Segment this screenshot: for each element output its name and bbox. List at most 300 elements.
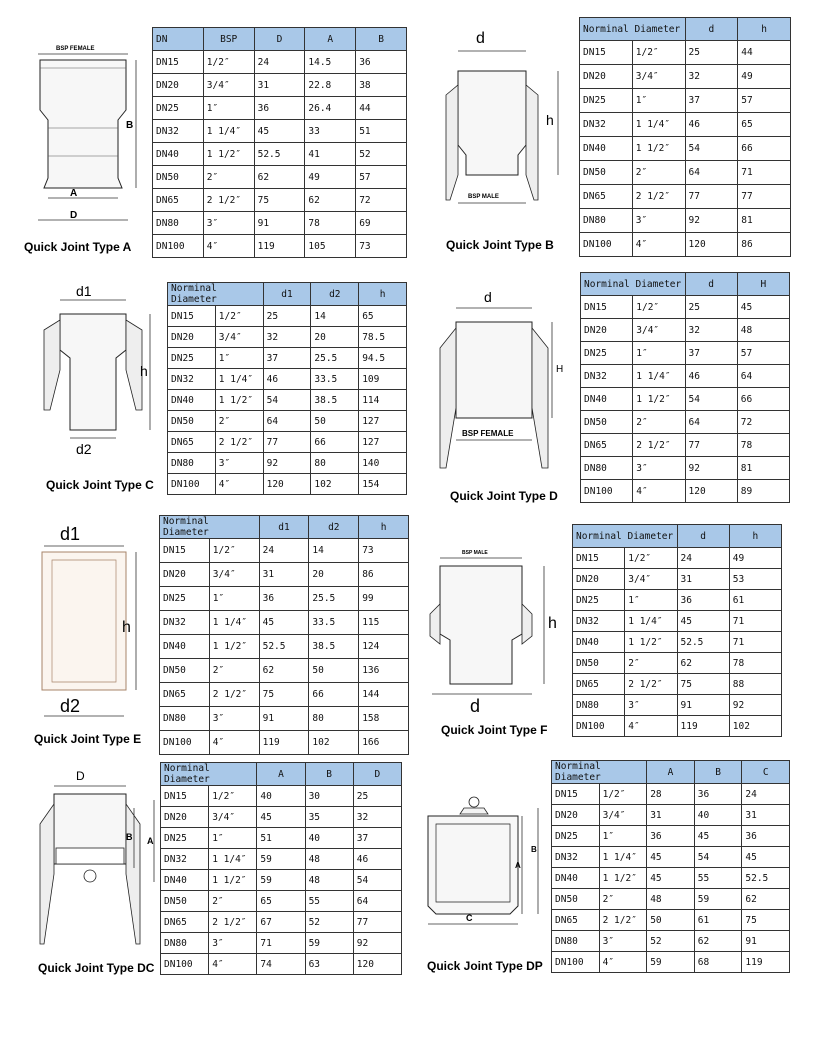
caption-type-c: Quick Joint Type C	[46, 478, 154, 492]
drawing-label-c: C	[466, 913, 473, 923]
column-header: B	[305, 763, 353, 786]
table-cell: 2 1/2″	[599, 910, 647, 931]
table-row	[161, 807, 402, 828]
table-cell: 31	[742, 805, 790, 826]
table-cell: 2 1/2″	[632, 185, 685, 209]
table-cell: 86	[738, 233, 791, 257]
table-cell: 26.4	[305, 97, 356, 120]
table-cell: 71	[738, 161, 791, 185]
table-cell: 66	[311, 432, 359, 453]
table-cell: 62	[742, 889, 790, 910]
table-cell: 36	[677, 590, 729, 611]
type-dc-drawing	[30, 764, 165, 954]
table-cell: 68	[694, 952, 742, 973]
table-cell: 36	[742, 826, 790, 847]
table-cell: DN65	[160, 683, 210, 707]
table-cell: 120	[263, 474, 311, 495]
table-row	[153, 189, 407, 212]
table-cell: DN50	[580, 161, 633, 185]
table-cell: 25	[353, 786, 401, 807]
table-cell: 2″	[215, 411, 263, 432]
table-cell: DN25	[160, 587, 210, 611]
drawing-label-bsp-male: BSP MALE	[462, 550, 488, 556]
table-cell: 63	[305, 954, 353, 975]
table-cell: 33	[305, 120, 356, 143]
drawing-label-h: h	[546, 112, 554, 128]
table-row	[580, 89, 791, 113]
caption-type-b: Quick Joint Type B	[446, 238, 554, 252]
table-cell: 74	[257, 954, 305, 975]
table-row	[573, 674, 782, 695]
table-cell: 91	[259, 707, 309, 731]
table-cell: 14	[309, 539, 359, 563]
table-cell: 1 1/2″	[633, 388, 685, 411]
table-cell: DN80	[161, 933, 209, 954]
table-row	[581, 457, 790, 480]
table-cell: 38.5	[309, 635, 359, 659]
table-cell: 119	[254, 235, 305, 258]
table-row	[160, 683, 409, 707]
table-cell: 2″	[632, 161, 685, 185]
table-cell: 62	[677, 653, 729, 674]
table-cell: DN32	[153, 120, 204, 143]
table-cell: 158	[359, 707, 409, 731]
table-cell: DN20	[160, 563, 210, 587]
table-cell: 124	[359, 635, 409, 659]
table-cell: 32	[685, 65, 738, 89]
table-cell: 25	[263, 306, 311, 327]
type-d-drawing	[432, 288, 577, 478]
table-cell: DN65	[168, 432, 216, 453]
table-cell: 1″	[599, 826, 647, 847]
table-cell: DN20	[581, 319, 633, 342]
table-cell: 1 1/2″	[203, 143, 254, 166]
table-cell: 46	[353, 849, 401, 870]
table-cell: 20	[311, 327, 359, 348]
table-cell: 52.5	[677, 632, 729, 653]
table-cell: 1 1/4″	[632, 113, 685, 137]
table-cell: 77	[738, 185, 791, 209]
table-cell: 62	[254, 166, 305, 189]
table-cell: 78	[737, 434, 789, 457]
table-cell: 31	[647, 805, 695, 826]
table-cell: 77	[353, 912, 401, 933]
table-cell: 3″	[633, 457, 685, 480]
table-row	[581, 342, 790, 365]
column-header: B	[356, 28, 407, 51]
table-cell: 46	[685, 113, 738, 137]
table-row	[168, 453, 407, 474]
table-cell: 1 1/2″	[625, 632, 677, 653]
table-cell: 105	[305, 235, 356, 258]
table-cell: 1″	[215, 348, 263, 369]
table-cell: 40	[305, 828, 353, 849]
table-cell: 67	[257, 912, 305, 933]
table-cell: DN65	[573, 674, 625, 695]
table-cell: DN80	[581, 457, 633, 480]
column-header: Norminal Diameter	[581, 273, 686, 296]
table-cell: 99	[359, 587, 409, 611]
table-cell: 1 1/4″	[203, 120, 254, 143]
table-cell: 1/2″	[209, 786, 257, 807]
table-cell: 2″	[209, 659, 259, 683]
table-cell: 32	[353, 807, 401, 828]
table-cell: 33.5	[309, 611, 359, 635]
column-header: A	[305, 28, 356, 51]
table-cell: 75	[259, 683, 309, 707]
table-header-row	[153, 28, 407, 51]
table-cell: 50	[311, 411, 359, 432]
table-cell: 49	[738, 65, 791, 89]
table-cell: 71	[729, 611, 781, 632]
table-cell: 92	[353, 933, 401, 954]
spec-table-type-a	[152, 27, 407, 258]
drawing-label-b: B	[126, 832, 133, 842]
table-cell: 54	[694, 847, 742, 868]
caption-type-a: Quick Joint Type A	[24, 240, 132, 254]
table-row	[573, 716, 782, 737]
table-cell: 40	[257, 786, 305, 807]
drawing-label-a: A	[147, 836, 154, 846]
table-cell: 59	[305, 933, 353, 954]
table-cell: 57	[356, 166, 407, 189]
table-cell: 40	[694, 805, 742, 826]
column-header: h	[359, 516, 409, 539]
column-header: d	[677, 525, 729, 548]
table-cell: 59	[257, 870, 305, 891]
column-header: d	[685, 18, 738, 41]
table-cell: 77	[685, 185, 738, 209]
table-row	[168, 390, 407, 411]
table-cell: 20	[309, 563, 359, 587]
table-cell: 119	[742, 952, 790, 973]
table-cell: 52	[647, 931, 695, 952]
table-cell: 3/4″	[599, 805, 647, 826]
table-cell: 31	[677, 569, 729, 590]
drawing-label-a: A	[70, 188, 78, 199]
table-cell: 3/4″	[625, 569, 677, 590]
table-cell: 49	[305, 166, 356, 189]
table-cell: 54	[685, 137, 738, 161]
table-cell: 71	[729, 632, 781, 653]
table-cell: DN15	[581, 296, 633, 319]
table-cell: 14.5	[305, 51, 356, 74]
table-cell: 3/4″	[215, 327, 263, 348]
table-row	[581, 319, 790, 342]
table-row	[168, 411, 407, 432]
type-dp-drawing	[418, 786, 553, 946]
table-cell: 49	[729, 548, 781, 569]
table-row	[160, 707, 409, 731]
table-cell: DN40	[168, 390, 216, 411]
table-row	[552, 868, 790, 889]
table-cell: 48	[647, 889, 695, 910]
table-row	[552, 784, 790, 805]
table-cell: 55	[694, 868, 742, 889]
table-cell: DN20	[168, 327, 216, 348]
table-cell: 2″	[203, 166, 254, 189]
table-cell: 120	[685, 480, 737, 503]
table-cell: 102	[311, 474, 359, 495]
table-row	[160, 539, 409, 563]
column-header: h	[738, 18, 791, 41]
table-cell: DN65	[161, 912, 209, 933]
table-cell: 1 1/4″	[599, 847, 647, 868]
table-cell: 81	[738, 209, 791, 233]
table-cell: 3/4″	[209, 807, 257, 828]
column-header: Norminal Diameter	[168, 283, 264, 306]
table-cell: 59	[694, 889, 742, 910]
drawing-label-h: h	[548, 615, 557, 632]
table-cell: 1″	[209, 587, 259, 611]
table-cell: 1 1/2″	[209, 870, 257, 891]
table-cell: 45	[257, 807, 305, 828]
type-b-drawing	[428, 25, 568, 235]
table-cell: DN100	[552, 952, 600, 973]
column-header: d2	[311, 283, 359, 306]
table-cell: DN40	[573, 632, 625, 653]
table-cell: 120	[685, 233, 738, 257]
table-cell: DN20	[580, 65, 633, 89]
table-cell: 91	[254, 212, 305, 235]
table-cell: 166	[359, 731, 409, 755]
table-cell: 2 1/2″	[215, 432, 263, 453]
type-a-drawing	[18, 38, 148, 228]
table-cell: 54	[353, 870, 401, 891]
table-row	[580, 65, 791, 89]
table-cell: 1″	[632, 89, 685, 113]
drawing-label-bsp-female: BSP FEMALE	[56, 46, 95, 52]
table-cell: 4″	[599, 952, 647, 973]
table-cell: 92	[729, 695, 781, 716]
table-cell: 4″	[632, 233, 685, 257]
table-cell: 1/2″	[203, 51, 254, 74]
table-cell: 71	[257, 933, 305, 954]
table-cell: 2″	[599, 889, 647, 910]
spec-table-type-dc	[160, 762, 402, 975]
table-cell: 38.5	[311, 390, 359, 411]
table-cell: 81	[737, 457, 789, 480]
table-cell: 80	[311, 453, 359, 474]
column-header: C	[742, 761, 790, 784]
table-cell: 1″	[209, 828, 257, 849]
table-cell: 22.8	[305, 74, 356, 97]
table-cell: 77	[685, 434, 737, 457]
column-header: Norminal Diameter	[161, 763, 257, 786]
table-cell: 114	[359, 390, 407, 411]
drawing-label-d-top: d	[484, 289, 492, 305]
table-cell: DN100	[573, 716, 625, 737]
table-cell: 4″	[215, 474, 263, 495]
table-cell: 2 1/2″	[633, 434, 685, 457]
table-row	[160, 635, 409, 659]
drawing-label-d: d	[470, 696, 481, 716]
table-cell: 66	[738, 137, 791, 161]
table-row	[552, 931, 790, 952]
table-cell: DN25	[153, 97, 204, 120]
table-header-row	[552, 761, 790, 784]
table-cell: 1/2″	[209, 539, 259, 563]
table-cell: DN15	[580, 41, 633, 65]
table-row	[161, 891, 402, 912]
spec-table-type-c	[167, 282, 407, 495]
table-row	[581, 434, 790, 457]
table-cell: 102	[309, 731, 359, 755]
table-cell: 1 1/2″	[209, 635, 259, 659]
table-cell: 78	[305, 212, 356, 235]
table-cell: DN32	[573, 611, 625, 632]
table-cell: 45	[742, 847, 790, 868]
drawing-label-d-top: d	[476, 30, 485, 47]
drawing-label-b: B	[126, 120, 134, 131]
table-cell: 73	[356, 235, 407, 258]
column-header: h	[729, 525, 781, 548]
table-row	[153, 97, 407, 120]
table-cell: DN15	[168, 306, 216, 327]
drawing-label-d1: d1	[76, 283, 92, 299]
table-cell: DN65	[580, 185, 633, 209]
table-row	[581, 388, 790, 411]
table-cell: 80	[309, 707, 359, 731]
table-cell: 3″	[215, 453, 263, 474]
table-cell: 50	[647, 910, 695, 931]
caption-type-dc: Quick Joint Type DC	[38, 961, 155, 975]
table-cell: 48	[305, 849, 353, 870]
table-cell: DN40	[580, 137, 633, 161]
type-f-drawing	[422, 544, 567, 719]
table-row	[168, 306, 407, 327]
table-cell: 1/2″	[215, 306, 263, 327]
table-cell: 32	[685, 319, 737, 342]
column-header: A	[647, 761, 695, 784]
table-row	[168, 369, 407, 390]
type-e-drawing	[24, 520, 159, 725]
table-cell: 25.5	[311, 348, 359, 369]
table-cell: 144	[359, 683, 409, 707]
table-cell: DN15	[153, 51, 204, 74]
table-row	[153, 74, 407, 97]
table-cell: 36	[356, 51, 407, 74]
table-row	[160, 587, 409, 611]
table-cell: 25.5	[309, 587, 359, 611]
table-cell: 64	[263, 411, 311, 432]
table-cell: DN50	[552, 889, 600, 910]
table-cell: 48	[305, 870, 353, 891]
column-header: h	[359, 283, 407, 306]
table-cell: 1 1/4″	[209, 849, 257, 870]
table-cell: DN100	[168, 474, 216, 495]
table-cell: 1 1/4″	[633, 365, 685, 388]
caption-type-e: Quick Joint Type E	[34, 732, 142, 746]
table-cell: DN20	[552, 805, 600, 826]
table-cell: DN65	[552, 910, 600, 931]
drawing-label-d: D	[70, 210, 78, 221]
table-cell: 52.5	[254, 143, 305, 166]
table-cell: 52	[356, 143, 407, 166]
table-cell: 37	[685, 342, 737, 365]
table-row	[580, 185, 791, 209]
table-cell: 89	[737, 480, 789, 503]
table-cell: 51	[257, 828, 305, 849]
table-cell: DN50	[153, 166, 204, 189]
table-cell: 31	[259, 563, 309, 587]
table-cell: 1″	[625, 590, 677, 611]
table-row	[581, 296, 790, 319]
table-cell: 1/2″	[632, 41, 685, 65]
table-cell: DN100	[580, 233, 633, 257]
table-cell: 36	[647, 826, 695, 847]
table-cell: 28	[647, 784, 695, 805]
table-cell: 52	[305, 912, 353, 933]
table-cell: 4″	[209, 954, 257, 975]
table-cell: 59	[257, 849, 305, 870]
table-cell: 1 1/4″	[209, 611, 259, 635]
drawing-label-a: A	[515, 861, 521, 870]
table-row	[580, 113, 791, 137]
table-row	[581, 411, 790, 434]
table-row	[161, 828, 402, 849]
table-cell: 94.5	[359, 348, 407, 369]
spec-table-type-f	[572, 524, 782, 737]
table-cell: 91	[677, 695, 729, 716]
table-cell: 25	[685, 296, 737, 319]
drawing-label-bsp-male: BSP MALE	[468, 194, 499, 200]
table-row	[552, 952, 790, 973]
column-header: d1	[259, 516, 309, 539]
table-cell: 38	[356, 74, 407, 97]
table-cell: DN32	[161, 849, 209, 870]
table-cell: DN65	[153, 189, 204, 212]
table-cell: DN80	[160, 707, 210, 731]
table-cell: 37	[353, 828, 401, 849]
column-header: DN	[153, 28, 204, 51]
table-cell: 2″	[625, 653, 677, 674]
table-cell: DN25	[573, 590, 625, 611]
table-row	[573, 695, 782, 716]
table-cell: DN40	[161, 870, 209, 891]
table-cell: 51	[356, 120, 407, 143]
table-row	[160, 563, 409, 587]
table-cell: 24	[259, 539, 309, 563]
table-cell: 2 1/2″	[203, 189, 254, 212]
table-row	[153, 235, 407, 258]
table-cell: 119	[259, 731, 309, 755]
column-header: d1	[263, 283, 311, 306]
table-cell: 62	[259, 659, 309, 683]
table-row	[153, 120, 407, 143]
table-cell: 65	[257, 891, 305, 912]
table-cell: 44	[356, 97, 407, 120]
drawing-label-d1: d1	[60, 524, 81, 544]
table-row	[552, 889, 790, 910]
drawing-label-h: h	[140, 363, 148, 379]
spec-table-type-e	[159, 515, 409, 755]
table-header-row	[573, 525, 782, 548]
table-row	[153, 51, 407, 74]
table-cell: DN50	[573, 653, 625, 674]
table-cell: 1″	[633, 342, 685, 365]
table-cell: DN100	[153, 235, 204, 258]
table-cell: 36	[694, 784, 742, 805]
table-cell: 3″	[599, 931, 647, 952]
table-cell: 45	[259, 611, 309, 635]
table-cell: 127	[359, 432, 407, 453]
table-cell: 30	[305, 786, 353, 807]
table-cell: 120	[353, 954, 401, 975]
table-cell: 119	[677, 716, 729, 737]
table-row	[161, 870, 402, 891]
table-cell: 53	[729, 569, 781, 590]
